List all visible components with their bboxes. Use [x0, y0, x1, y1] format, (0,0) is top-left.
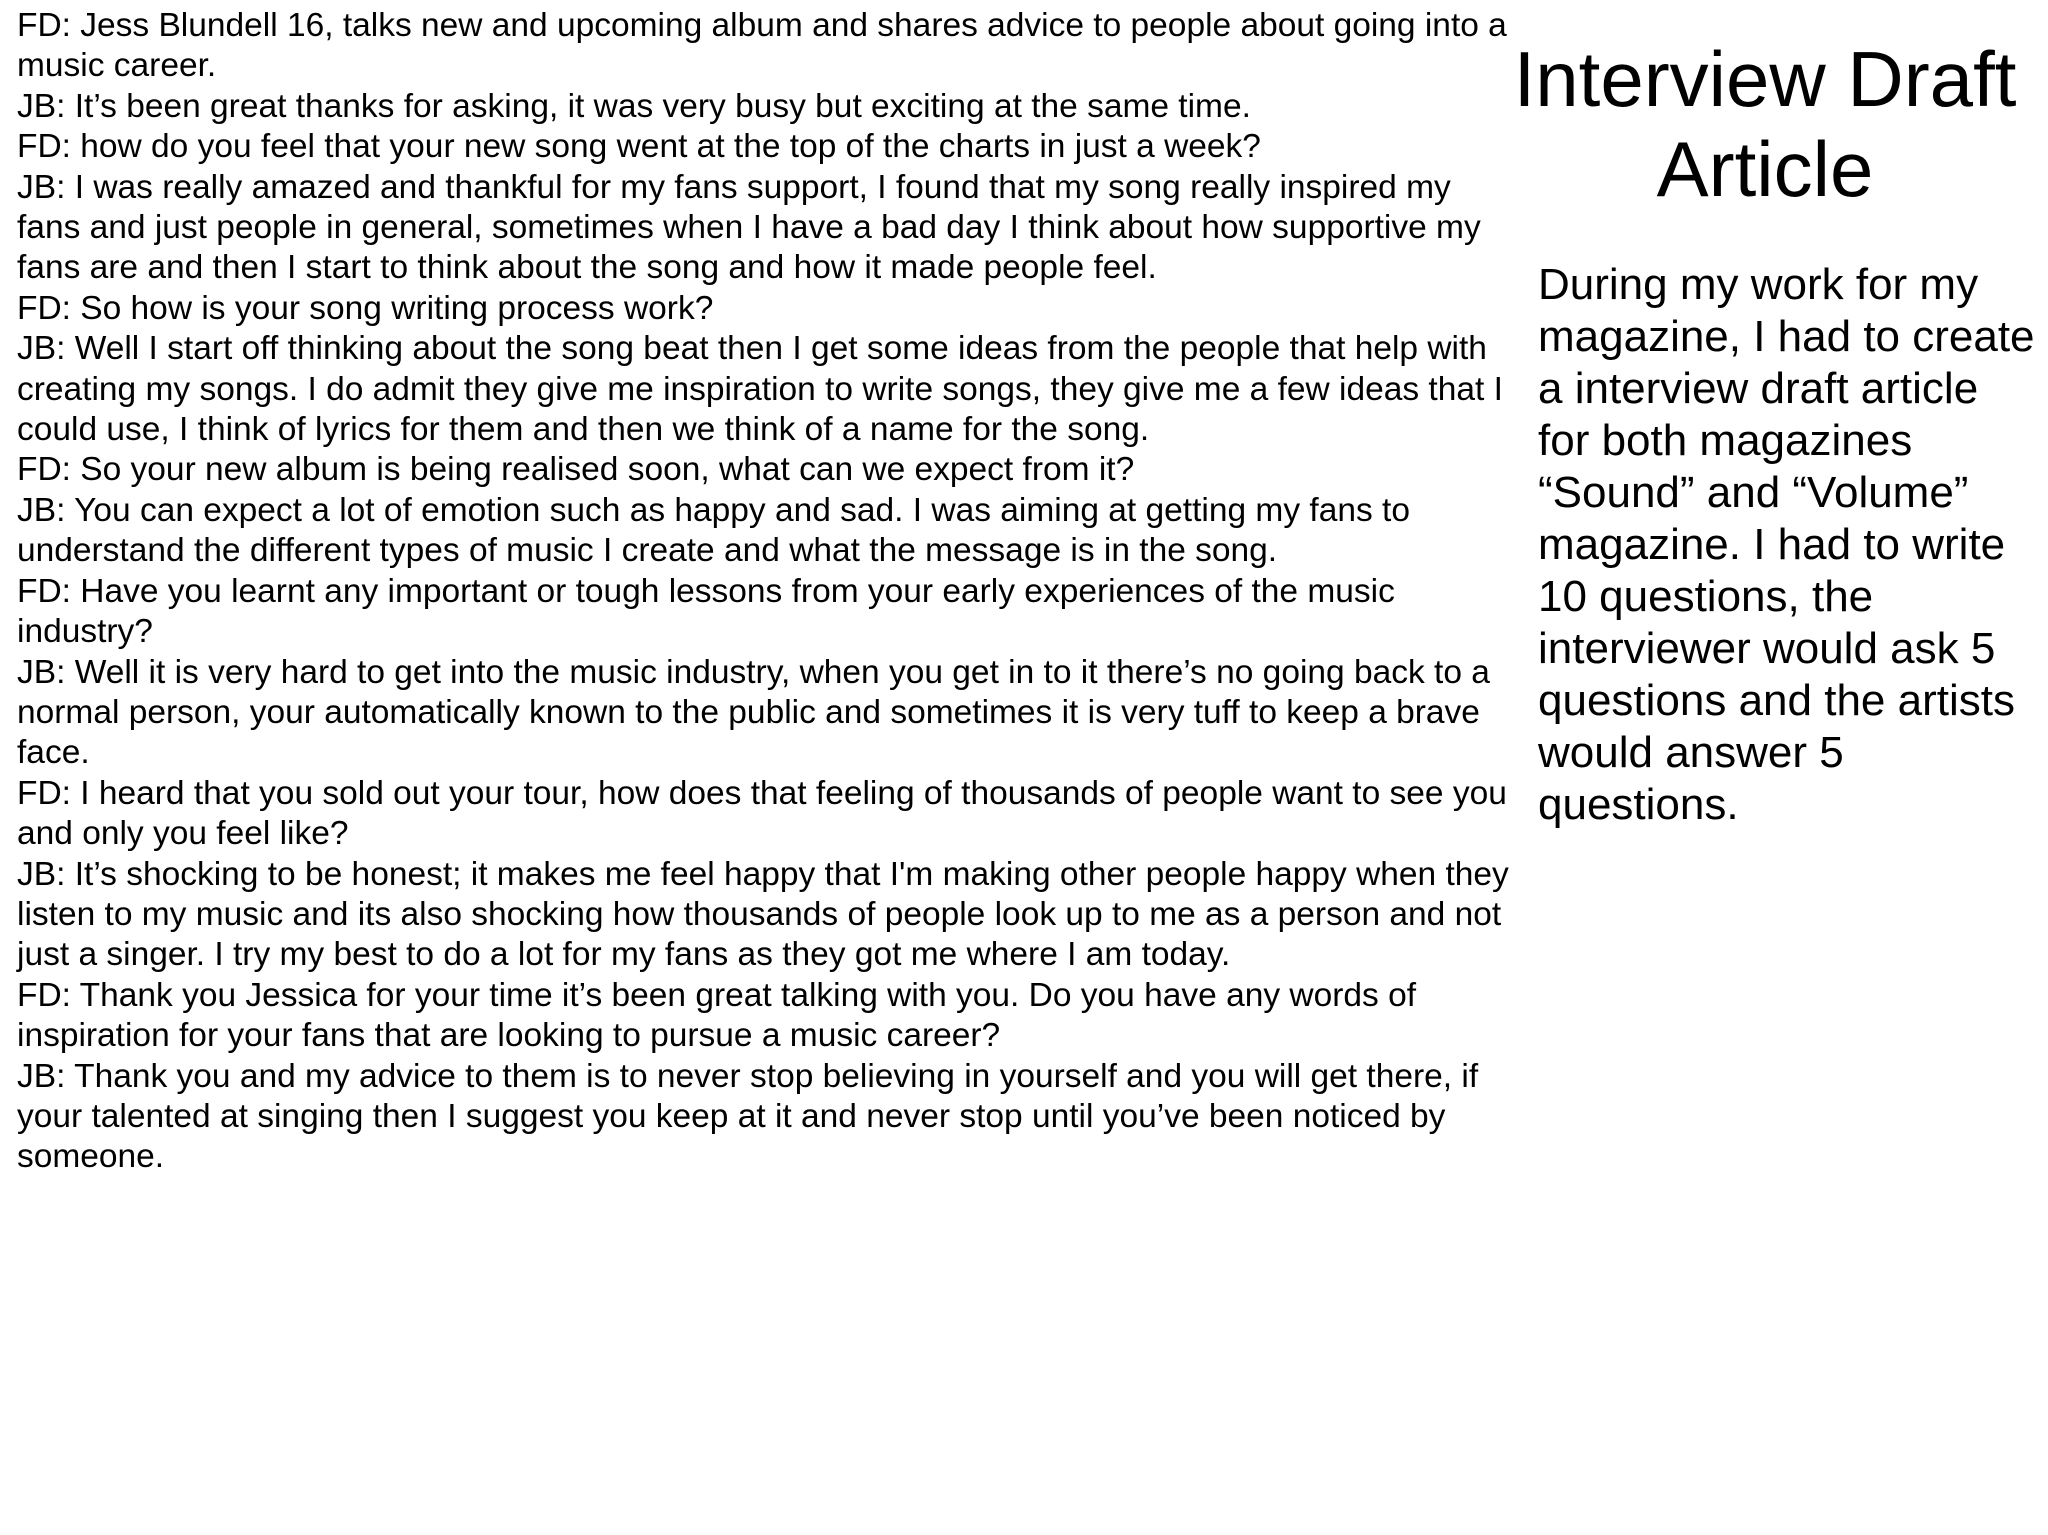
interview-answer-6: JB: It’s shocking to be honest; it makes me feel happy that I'm making other people happy when they listen to my music and its also shocking how thousands of people look up to me as a person and not just a singer. I try my best to do a lot for my fans as they got me where I am today. [17, 855, 1509, 974]
summary-text: During my work for my magazine, I had to create a interview draft article for both magazines “Sound” and “Volume” magazine. I had to write 10 questions, the interviewer would ask 5 questions and the artists would answer 5 questions. [1538, 260, 2035, 829]
interview-intro: FD: Jess Blundell 16, talks new and upcoming album and shares advice to people about going into a music career. [17, 7, 1507, 85]
interview-question-2: FD: So how is your song writing process work? [17, 289, 714, 327]
interview-answer-2: JB: I was really amazed and thankful for my fans support, I found that my song really inspired my fans and just people in general, sometimes when I have a bad day I think about how supportive my fans are and then I start to think about the song and how it made people feel. [17, 168, 1481, 287]
interview-answer-5: JB: Well it is very hard to get into the music industry, when you get in to it there’s no going back to a normal person, your automatically known to the public and sometimes it is very tuff to keep a brave face. [17, 653, 1490, 772]
interview-transcript [17, 6, 1517, 1178]
interview-question-1: FD: how do you feel that your new song went at the top of the charts in just a week? [17, 128, 1261, 166]
page-title: Interview Draft Article [1513, 35, 2017, 213]
interview-question-6: FD: Thank you Jessica for your time it’s been great talking with you. Do you have any words of inspiration for your fans that are looking to pursue a music career? [17, 976, 1417, 1055]
interview-answer-7: JB: Thank you and my advice to them is to never stop believing in yourself and you will get there, if your talented at singing then I suggest you keep at it and never stop until you’ve been noticed by someone. [17, 1057, 1479, 1176]
interview-answer-3: JB: Well I start off thinking about the song beat then I get some ideas from the people that help with creating my songs. I do admit they give me inspiration to write songs, they give me a few ideas that I could use, I think of lyrics for them and then we think of a name for the song. [17, 330, 1503, 449]
interview-question-5: FD: I heard that you sold out your tour, how does that feeling of thousands of people want to see you and only you feel like? [17, 774, 1507, 853]
interview-question-4: FD: Have you learnt any important or tough lessons from your early experiences of the music industry? [17, 572, 1395, 651]
interview-answer-1: JB: It’s been great thanks for asking, it was very busy but exciting at the same time. [17, 87, 1251, 125]
interview-question-3: FD: So your new album is being realised soon, what can we expect from it? [17, 451, 1135, 489]
interview-answer-4: JB: You can expect a lot of emotion such as happy and sad. I was aiming at getting my fans to understand the different types of music I create and what the message is in the song. [17, 491, 1410, 570]
